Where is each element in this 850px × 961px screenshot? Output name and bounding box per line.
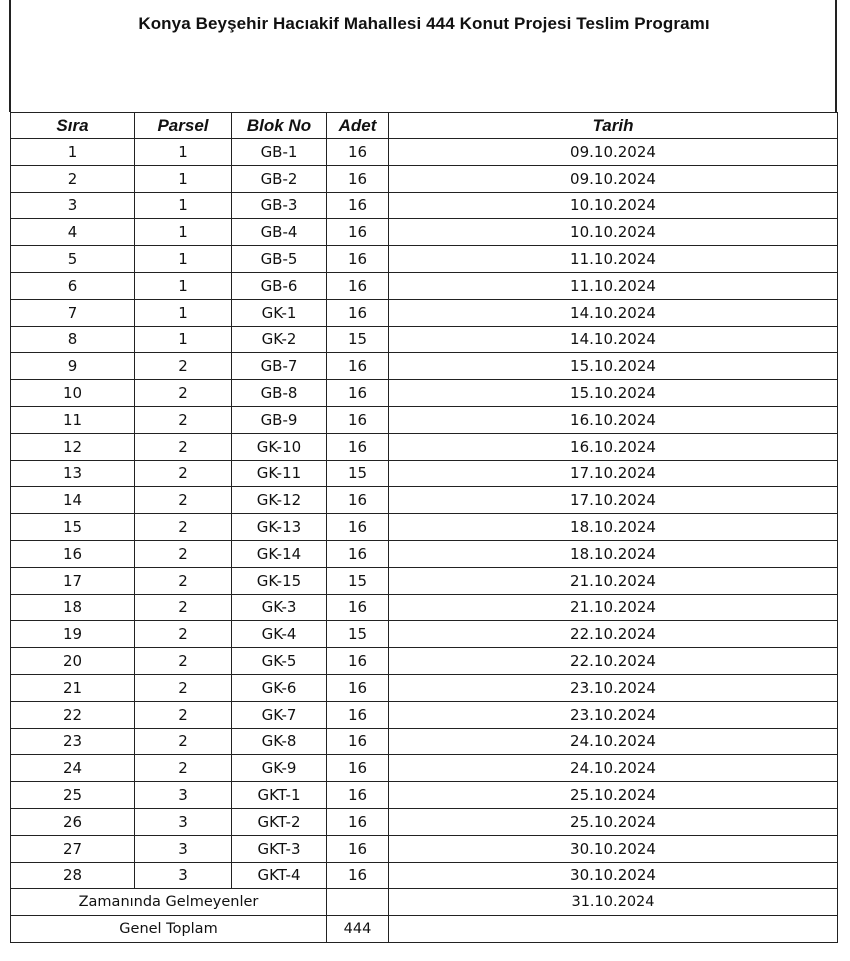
table-row: [11, 862, 838, 889]
parsel-cell: 2: [135, 380, 232, 407]
blok-no-cell: GB-7: [232, 353, 327, 380]
table-row: [11, 139, 838, 166]
table-row: [11, 272, 838, 299]
tarih-cell: 30.10.2024: [389, 835, 838, 862]
sira-cell: 20: [11, 648, 135, 675]
parsel-cell: 1: [135, 139, 232, 166]
sira-cell: 2: [11, 165, 135, 192]
sira-cell: 12: [11, 433, 135, 460]
parsel-cell: 2: [135, 567, 232, 594]
tarih-cell: 18.10.2024: [389, 540, 838, 567]
sira-cell: 26: [11, 808, 135, 835]
sira-cell: 18: [11, 594, 135, 621]
adet-cell: 16: [327, 674, 389, 701]
table-row: [11, 728, 838, 755]
adet-cell: 16: [327, 219, 389, 246]
adet-cell: 16: [327, 165, 389, 192]
blok-no-cell: GKT-4: [232, 862, 327, 889]
parsel-cell: 2: [135, 514, 232, 541]
table-row: [11, 621, 838, 648]
parsel-cell: 2: [135, 728, 232, 755]
parsel-cell: 1: [135, 219, 232, 246]
blok-no-cell: GK-7: [232, 701, 327, 728]
blok-no-cell: GK-1: [232, 299, 327, 326]
sira-cell: 27: [11, 835, 135, 862]
adet-cell: 16: [327, 808, 389, 835]
tarih-cell: 10.10.2024: [389, 219, 838, 246]
adet-cell: 15: [327, 621, 389, 648]
table-row: [11, 514, 838, 541]
tarih-cell: 15.10.2024: [389, 380, 838, 407]
sira-cell: 11: [11, 406, 135, 433]
blok-no-cell: GK-14: [232, 540, 327, 567]
adet-cell: 16: [327, 272, 389, 299]
blok-no-cell: GB-3: [232, 192, 327, 219]
blok-no-cell: GK-5: [232, 648, 327, 675]
table-row: [11, 326, 838, 353]
blok-no-cell: GKT-3: [232, 835, 327, 862]
blok-no-cell: GB-4: [232, 219, 327, 246]
blok-no-cell: GK-13: [232, 514, 327, 541]
late-date: 31.10.2024: [389, 889, 838, 916]
column-header-parsel: Parsel: [135, 113, 232, 139]
parsel-cell: 3: [135, 808, 232, 835]
table-body: [11, 139, 838, 889]
table-row: [11, 674, 838, 701]
adet-cell: 16: [327, 353, 389, 380]
sira-cell: 6: [11, 272, 135, 299]
adet-cell: 16: [327, 246, 389, 273]
table-row: [11, 246, 838, 273]
table-row: [11, 165, 838, 192]
sira-cell: 17: [11, 567, 135, 594]
blok-no-cell: GK-8: [232, 728, 327, 755]
sira-cell: 28: [11, 862, 135, 889]
sira-cell: 19: [11, 621, 135, 648]
blok-no-cell: GK-15: [232, 567, 327, 594]
tarih-cell: 17.10.2024: [389, 487, 838, 514]
sira-cell: 3: [11, 192, 135, 219]
parsel-cell: 2: [135, 433, 232, 460]
parsel-cell: 2: [135, 540, 232, 567]
late-row: [11, 889, 838, 916]
tarih-cell: 17.10.2024: [389, 460, 838, 487]
adet-cell: 16: [327, 782, 389, 809]
sira-cell: 4: [11, 219, 135, 246]
total-value: 444: [327, 916, 389, 943]
table-row: [11, 406, 838, 433]
tarih-cell: 10.10.2024: [389, 192, 838, 219]
tarih-cell: 24.10.2024: [389, 728, 838, 755]
adet-cell: 16: [327, 755, 389, 782]
parsel-cell: 2: [135, 406, 232, 433]
column-header-tarih: Tarih: [389, 113, 838, 139]
table-row: [11, 594, 838, 621]
blok-no-cell: GB-8: [232, 380, 327, 407]
adet-cell: 16: [327, 862, 389, 889]
sira-cell: 14: [11, 487, 135, 514]
tarih-cell: 30.10.2024: [389, 862, 838, 889]
blok-no-cell: GB-2: [232, 165, 327, 192]
adet-cell: 16: [327, 514, 389, 541]
sira-cell: 24: [11, 755, 135, 782]
sira-cell: 13: [11, 460, 135, 487]
delivery-schedule-table: [10, 112, 838, 943]
total-empty-cell: [389, 916, 838, 943]
tarih-cell: 22.10.2024: [389, 621, 838, 648]
table-row: [11, 433, 838, 460]
tarih-cell: 22.10.2024: [389, 648, 838, 675]
blok-no-cell: GKT-1: [232, 782, 327, 809]
sira-cell: 9: [11, 353, 135, 380]
blok-no-cell: GK-4: [232, 621, 327, 648]
total-label: Genel Toplam: [11, 916, 327, 943]
blok-no-cell: GB-6: [232, 272, 327, 299]
table-row: [11, 380, 838, 407]
table-row: [11, 808, 838, 835]
parsel-cell: 1: [135, 165, 232, 192]
table-row: [11, 487, 838, 514]
parsel-cell: 2: [135, 621, 232, 648]
sira-cell: 25: [11, 782, 135, 809]
adet-cell: 16: [327, 728, 389, 755]
table-row: [11, 835, 838, 862]
adet-cell: 16: [327, 487, 389, 514]
parsel-cell: 3: [135, 862, 232, 889]
tarih-cell: 11.10.2024: [389, 246, 838, 273]
adet-cell: 16: [327, 648, 389, 675]
adet-cell: 16: [327, 299, 389, 326]
sira-cell: 22: [11, 701, 135, 728]
table-row: [11, 755, 838, 782]
parsel-cell: 1: [135, 246, 232, 273]
parsel-cell: 2: [135, 701, 232, 728]
tarih-cell: 25.10.2024: [389, 782, 838, 809]
parsel-cell: 2: [135, 755, 232, 782]
tarih-cell: 18.10.2024: [389, 514, 838, 541]
parsel-cell: 1: [135, 299, 232, 326]
sira-cell: 16: [11, 540, 135, 567]
sira-cell: 7: [11, 299, 135, 326]
adet-cell: 16: [327, 433, 389, 460]
adet-cell: 15: [327, 460, 389, 487]
parsel-cell: 2: [135, 353, 232, 380]
adet-cell: 16: [327, 380, 389, 407]
late-empty-cell: [327, 889, 389, 916]
table-row: [11, 782, 838, 809]
adet-cell: 16: [327, 406, 389, 433]
document-title: Konya Beyşehir Hacıakif Mahallesi 444 Konut Projesi Teslim Programı: [138, 14, 710, 33]
tarih-cell: 16.10.2024: [389, 433, 838, 460]
blok-no-cell: GK-2: [232, 326, 327, 353]
adet-cell: 15: [327, 567, 389, 594]
sira-cell: 23: [11, 728, 135, 755]
parsel-cell: 2: [135, 674, 232, 701]
table-row: [11, 701, 838, 728]
column-header-blok-no: Blok No: [232, 113, 327, 139]
parsel-cell: 1: [135, 192, 232, 219]
blok-no-cell: GB-1: [232, 139, 327, 166]
adet-cell: 16: [327, 540, 389, 567]
parsel-cell: 2: [135, 594, 232, 621]
column-header-sira: Sıra: [11, 113, 135, 139]
tarih-cell: 14.10.2024: [389, 299, 838, 326]
blok-no-cell: GK-11: [232, 460, 327, 487]
table-row: [11, 460, 838, 487]
parsel-cell: 2: [135, 487, 232, 514]
adet-cell: 15: [327, 326, 389, 353]
tarih-cell: 15.10.2024: [389, 353, 838, 380]
tarih-cell: 25.10.2024: [389, 808, 838, 835]
parsel-cell: 3: [135, 782, 232, 809]
sira-cell: 15: [11, 514, 135, 541]
blok-no-cell: GKT-2: [232, 808, 327, 835]
tarih-cell: 23.10.2024: [389, 674, 838, 701]
sira-cell: 21: [11, 674, 135, 701]
table-row: [11, 192, 838, 219]
late-label: Zamanında Gelmeyenler: [11, 889, 327, 916]
total-row: [11, 916, 838, 943]
table-header-row: [11, 113, 838, 139]
table-row: [11, 353, 838, 380]
table-row: [11, 648, 838, 675]
column-header-adet: Adet: [327, 113, 389, 139]
tarih-cell: 21.10.2024: [389, 594, 838, 621]
parsel-cell: 1: [135, 272, 232, 299]
table-row: [11, 540, 838, 567]
tarih-cell: 16.10.2024: [389, 406, 838, 433]
sira-cell: 5: [11, 246, 135, 273]
blok-no-cell: GB-9: [232, 406, 327, 433]
parsel-cell: 3: [135, 835, 232, 862]
sira-cell: 1: [11, 139, 135, 166]
adet-cell: 16: [327, 835, 389, 862]
sira-cell: 8: [11, 326, 135, 353]
parsel-cell: 2: [135, 648, 232, 675]
table-row: [11, 219, 838, 246]
table-row: [11, 299, 838, 326]
parsel-cell: 1: [135, 326, 232, 353]
blok-no-cell: GK-9: [232, 755, 327, 782]
tarih-cell: 09.10.2024: [389, 139, 838, 166]
tarih-cell: 21.10.2024: [389, 567, 838, 594]
blok-no-cell: GK-6: [232, 674, 327, 701]
adet-cell: 16: [327, 701, 389, 728]
sira-cell: 10: [11, 380, 135, 407]
tarih-cell: 14.10.2024: [389, 326, 838, 353]
blok-no-cell: GK-10: [232, 433, 327, 460]
tarih-cell: 23.10.2024: [389, 701, 838, 728]
tarih-cell: 11.10.2024: [389, 272, 838, 299]
adet-cell: 16: [327, 139, 389, 166]
blok-no-cell: GK-12: [232, 487, 327, 514]
tarih-cell: 24.10.2024: [389, 755, 838, 782]
tarih-cell: 09.10.2024: [389, 165, 838, 192]
blok-no-cell: GB-5: [232, 246, 327, 273]
table-row: [11, 567, 838, 594]
adet-cell: 16: [327, 192, 389, 219]
parsel-cell: 2: [135, 460, 232, 487]
blok-no-cell: GK-3: [232, 594, 327, 621]
adet-cell: 16: [327, 594, 389, 621]
